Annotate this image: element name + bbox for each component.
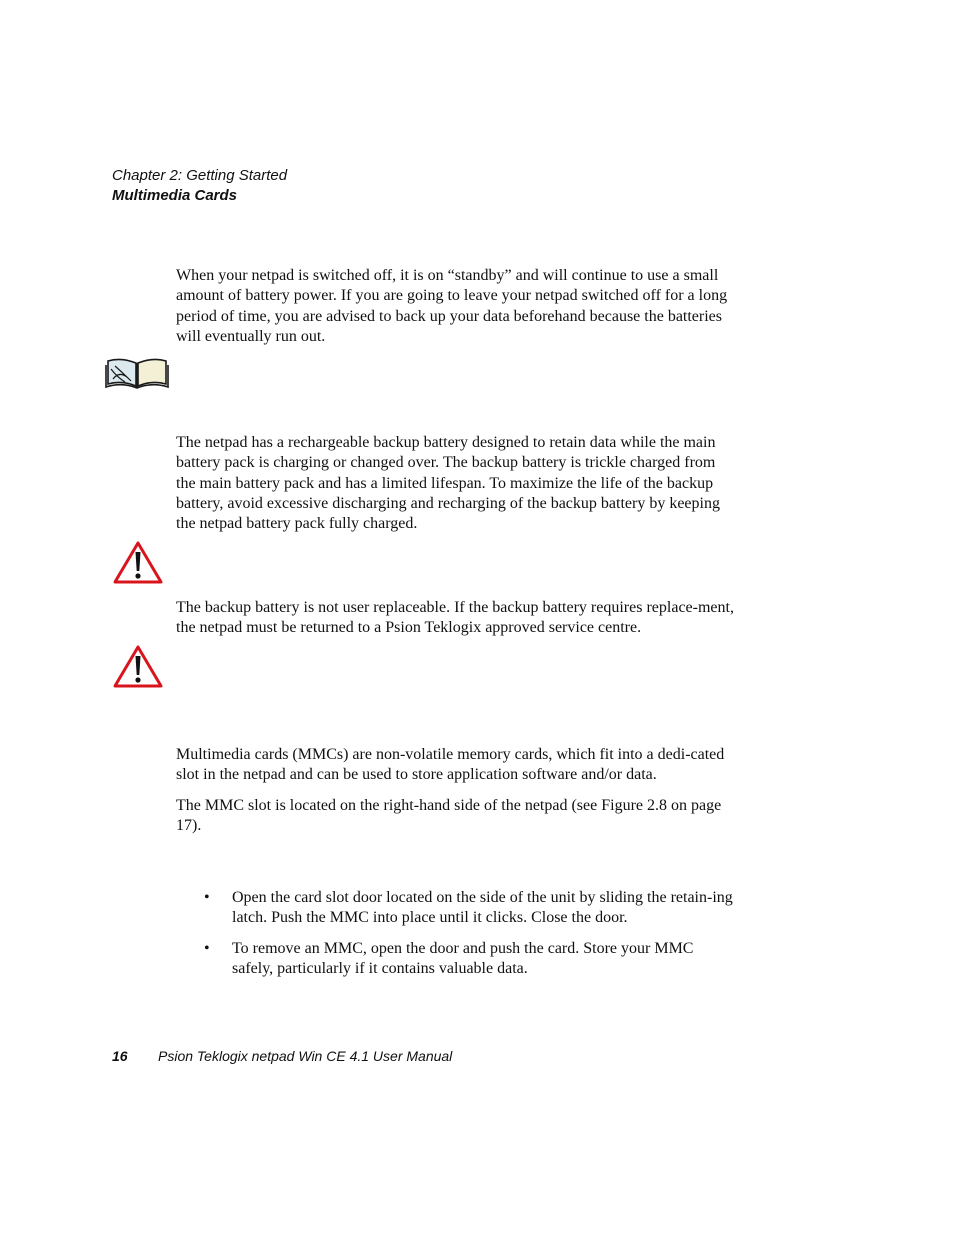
- page-footer: [112, 1046, 452, 1066]
- bullet-marker: •: [204, 889, 210, 906]
- warning-triangle-icon: [112, 540, 164, 585]
- chapter-title: Chapter 2: Getting Started: [112, 167, 288, 184]
- mmc-bullet-list: [176, 888, 738, 979]
- backup-battery-paragraph: The netpad has a rechargeable backup battery designed to retain data while the main battery pack is charging or changed over. The backup battery is trickle charged from the main battery pack and has a limited lifespan. To maximize the life of the backup battery, avoid excessive discharging and recharging of the backup battery by keeping the netpad battery pack fully charged.: [176, 434, 720, 533]
- standby-paragraph: When your netpad is switched off, it is on “standby” and will continue to use a small amount of battery power. If you are going to leave your netpad switched off for a long period of time, you are advised to back up your data beforehand because the batteries will eventually run out.: [176, 267, 728, 345]
- manual-title: Psion Teklogix netpad Win CE 4.1 User Manual: [158, 1048, 453, 1064]
- bullet-marker: •: [204, 939, 210, 957]
- mmc-location-paragraph: The MMC slot is located on the right-hand side of the netpad (see Figure 2.8 on page 17).: [176, 797, 722, 835]
- warning-paragraph: The backup battery is not user replaceable. If the backup battery requires replace-ment, the netpad must be returned to a Psion Teklogix approved service centre.: [176, 599, 734, 637]
- mmc-intro-paragraph: Multimedia cards (MMCs) are non-volatile memory cards, which fit into a dedi-cated slot in the netpad and can be used to store application software and/or data.: [176, 746, 725, 784]
- bullet-text: To remove an MMC, open the door and push the card. Store your MMC safely, particularly if it contains valuable data.: [232, 939, 694, 977]
- page-number: 16: [112, 1048, 128, 1064]
- list-item: [176, 888, 738, 929]
- warning-triangle-icon: [112, 644, 164, 689]
- section-title: Multimedia Cards: [112, 187, 238, 204]
- open-book-icon: [105, 355, 169, 389]
- list-item: [176, 939, 738, 980]
- running-header: [112, 166, 287, 206]
- bullet-text: Open the card slot door located on the side of the unit by sliding the retain-ing latch. Push the MMC into place until it clicks. Close the door.: [232, 889, 733, 927]
